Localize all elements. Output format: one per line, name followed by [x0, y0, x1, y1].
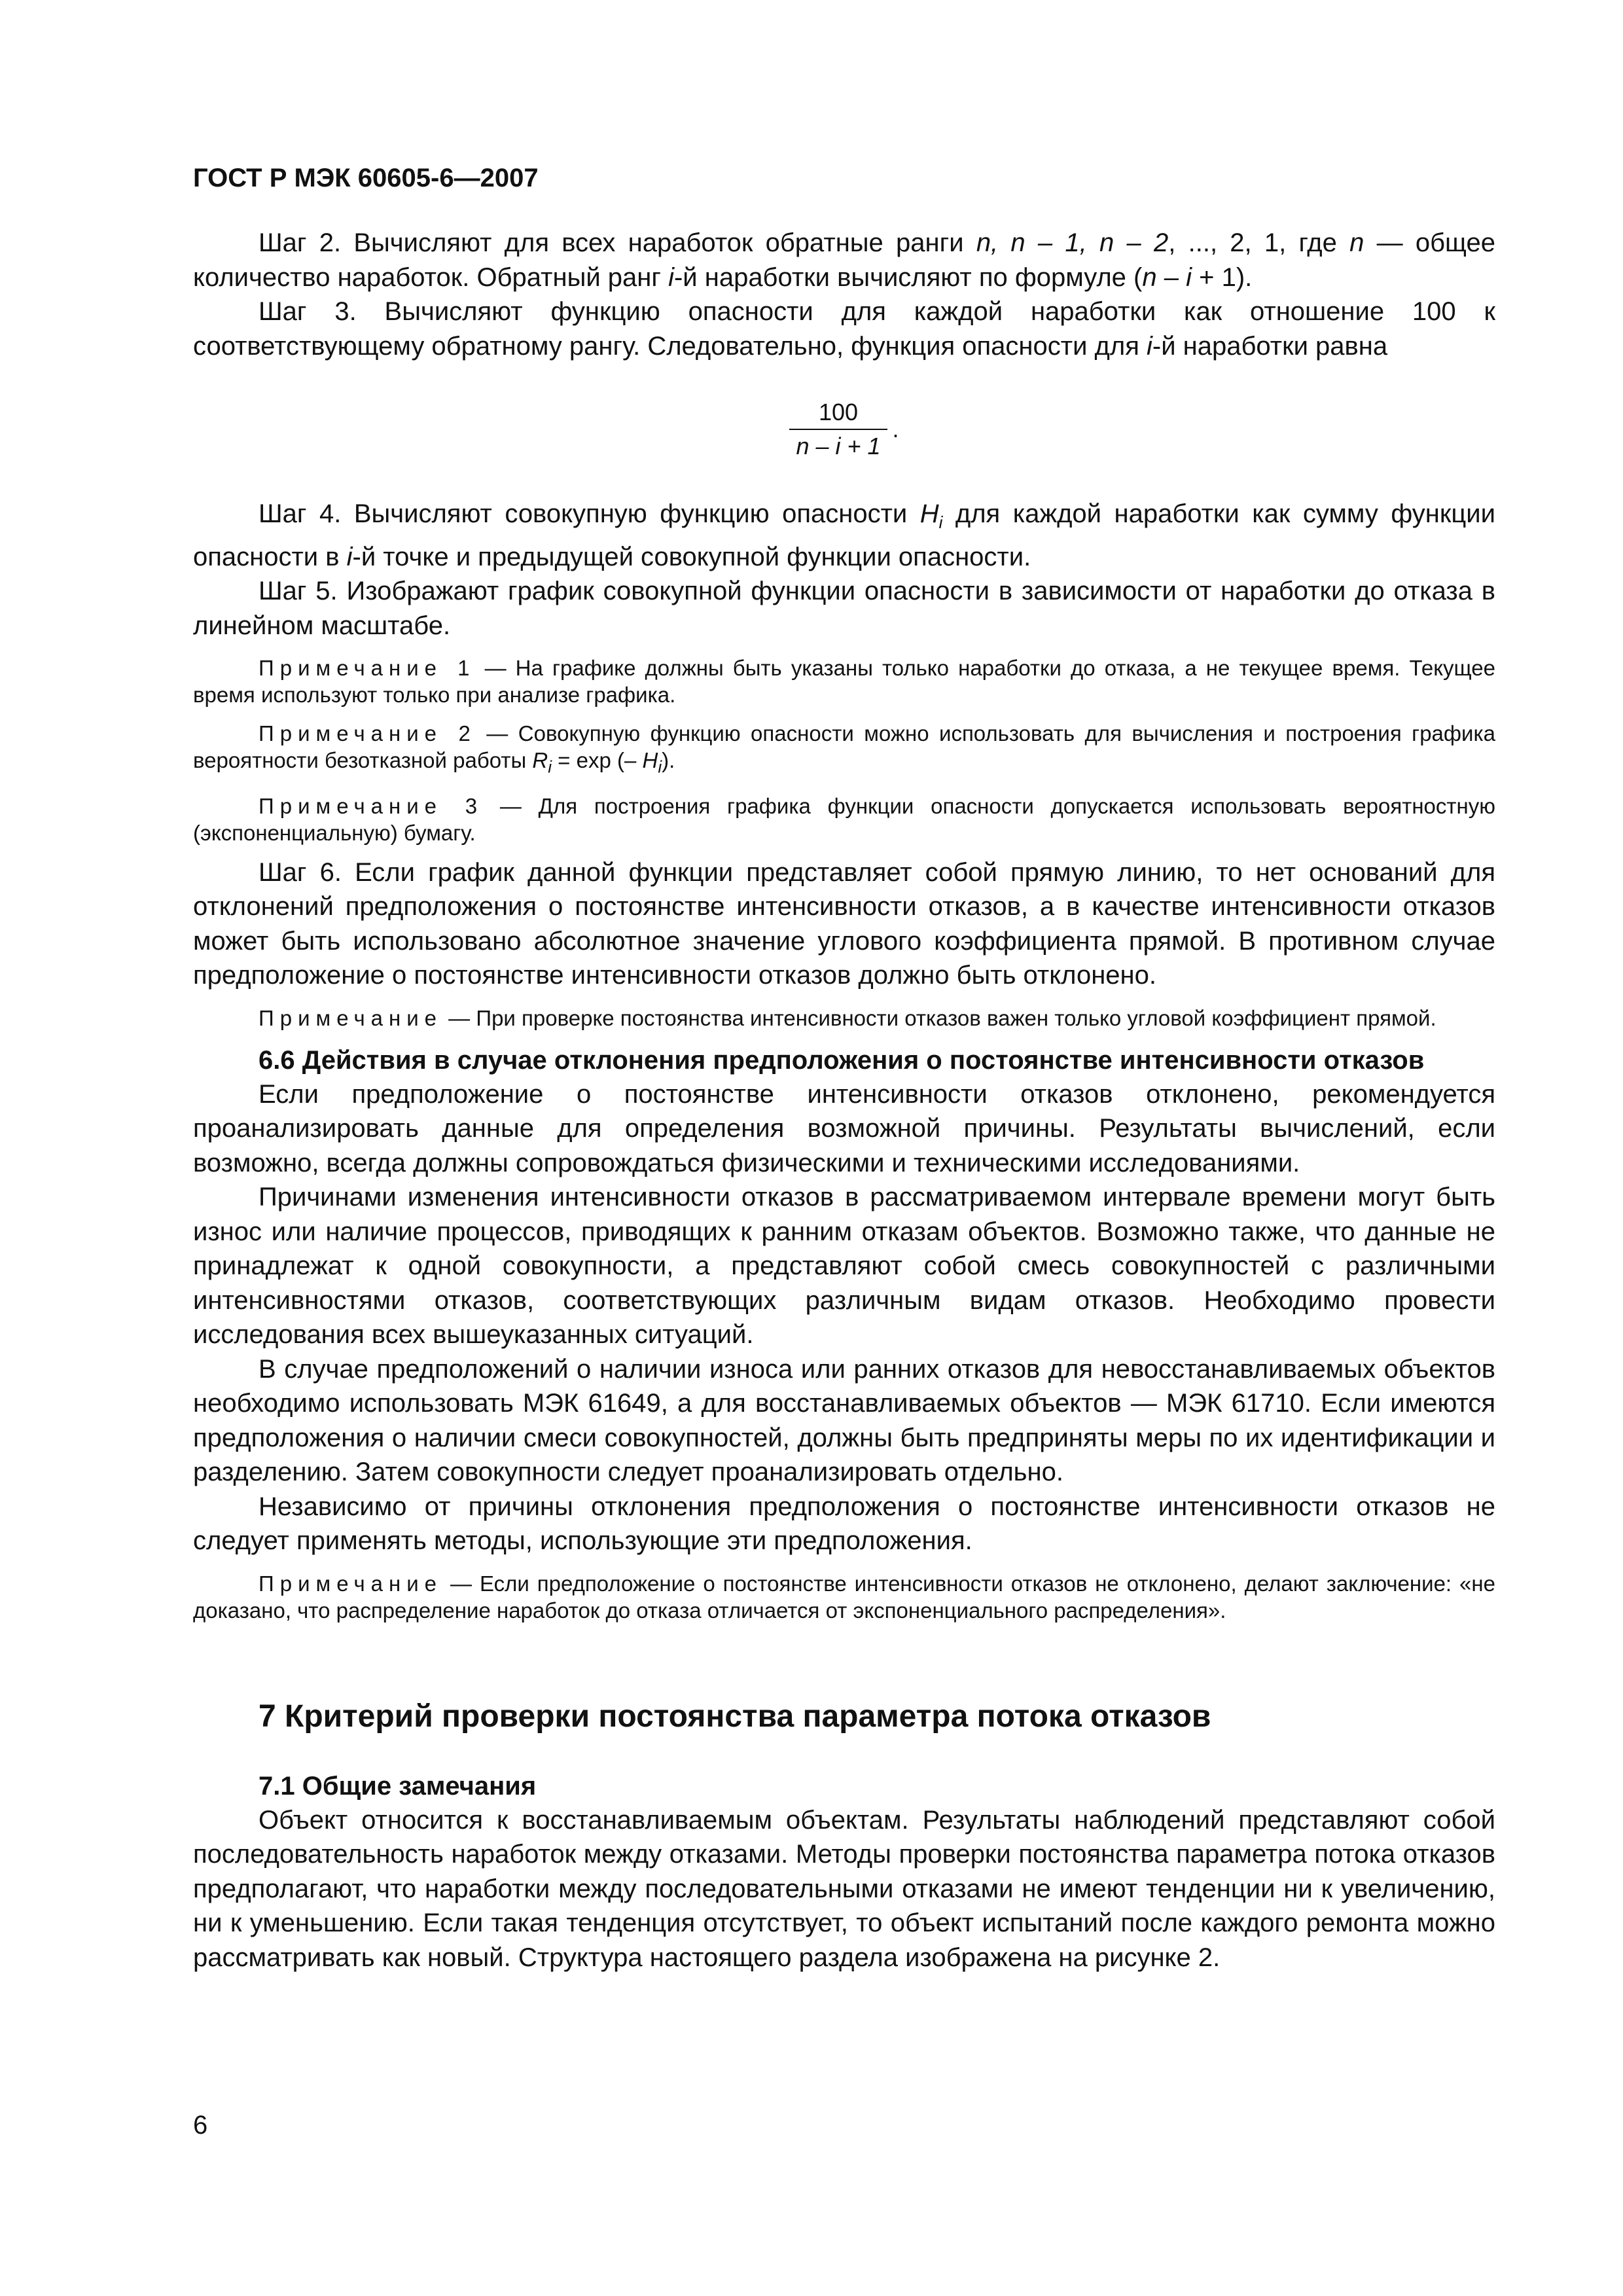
note-1-text: — На графике должны быть указаны только наработки до отказа, а не текущее время. Текущее время используют только при анализе графика.: [193, 656, 1495, 707]
step-3-i: i: [1147, 331, 1152, 361]
document-header: ГОСТ Р МЭК 60605-6—2007: [193, 164, 539, 192]
step-2-ranks: n, n – 1, n – 2: [976, 228, 1169, 257]
note-3-text: — Для построения графика функции опасности допускается использовать вероятностную (экспоненциальную) бумагу.: [193, 793, 1496, 845]
step-4-text: Шаг 4. Вычисляют совокупную функцию опасности: [259, 499, 920, 528]
step-4-text-post: -й точке и предыдущей совокупной функции опасности.: [352, 542, 1031, 571]
section-6-6-paragraph-3: В случае предположений о наличии износа или ранних отказов для невосстанавливаемых объектов необходимо использовать МЭК 61649, а для восстанавливаемых объектов — МЭК 61710. Если имеются предположения о наличии смеси совокупностей, должны быть предприняты меры по их идентификации и разделению. Затем совокупности следует проанализировать отдельно.: [193, 1354, 1495, 1487]
step-3-paragraph: [193, 295, 1495, 363]
step-2-text-post3: + 1).: [1191, 262, 1253, 292]
note-4-lead: Примечание: [259, 1005, 443, 1030]
step-2-text-post: — общее количество наработок. Обратный ранг: [193, 228, 1496, 292]
formula-punctuation: .: [892, 416, 899, 442]
section-7-1-paragraph: Объект относится к восстанавливаемым объектам. Результаты наблюдений представляют собой последовательность наработок между отказами. Методы проверки постоянства параметра потока отказов предполагают, что наработки между последовательными отказами не имеют тенденции ни к увеличению, ни к уменьшению. Если такая тенденция отсутствует, то объект испытаний после каждого ремонта можно рассматривать как новый. Структура настоящего раздела изображена на рисунке 2.: [193, 1805, 1495, 1972]
step-4-i: i: [346, 542, 353, 571]
note-2-text-post: ).: [662, 748, 675, 772]
note-5-lead: Примечание: [259, 1571, 443, 1596]
note-2-text: — Совокупную функцию опасности можно использовать для вычисления и построения графика вероятности безотказной работы: [193, 721, 1495, 772]
step-3-text-post: -й наработки равна: [1152, 331, 1388, 361]
section-6-6-paragraph-2: Причинами изменения интенсивности отказов в рассматриваемом интервале времени могут быть износ или наличие процессов, приводящих к ранним отказам объектов. Возможно также, что данные не принадлежат к одной совокупности, а представляют собой смесь совокупностей с различными интенсивностями отказов, соответствующих различным видам отказов. Необходимо провести исследования всех вышеуказанных ситуаций.: [193, 1183, 1495, 1350]
step-3-text: Шаг 3. Вычисляют функцию опасности для каждой наработки как отношение 100 к соответствующему обратному рангу. Следовательно, функция опасности для: [193, 297, 1495, 361]
section-6-6-heading: 6.6 Действия в случае отклонения предположения о постоянстве интенсивности отказов: [259, 1045, 1425, 1075]
step-5-paragraph: Шаг 5. Изображают график совокупной функции опасности в зависимости от наработки до отказа в линейном масштабе.: [193, 577, 1495, 640]
section-6-6-paragraph-1: Если предположение о постоянстве интенсивности отказов отклонено, рекомендуется проанализировать данные для определения возможной причины. Результаты вычислений, если возможно, всегда должны сопровождаться физическими и техническими исследованиями.: [193, 1079, 1495, 1177]
step-2-paragraph: [193, 226, 1495, 295]
note-2-r: R: [532, 748, 548, 772]
step-6-paragraph: Шаг 6. Если график данной функции представляет собой прямую линию, то нет оснований для отклонений предположения о постоянстве интенсивности отказов, а в качестве интенсивности отказов может быть использовано абсолютное значение углового коэффициента прямой. В противном случае предположение о постоянстве интенсивности отказов должно быть отклонено.: [193, 857, 1495, 990]
step-2-text-post2: -й наработки вычисляют по формуле (: [673, 262, 1143, 292]
step-2-formula: n – i: [1142, 262, 1192, 292]
note-2-r-sub: i: [548, 757, 552, 777]
step-2-text: Шаг 2. Вычисляют для всех наработок обратные ранги: [259, 228, 976, 257]
note-3: [193, 793, 1495, 846]
section-6-6-paragraph-4: Независимо от причины отклонения предположения о постоянстве интенсивности отказов не следует применять методы, использующие эти предположения.: [193, 1492, 1495, 1556]
note-3-lead: Примечание 3: [259, 793, 484, 818]
page-content: [193, 226, 1495, 1975]
note-2-lead: Примечание 2: [259, 721, 476, 745]
fraction-numerator: 100: [818, 399, 859, 425]
page-number: 6: [193, 2111, 208, 2140]
section-7-1-heading: 7.1 Общие замечания: [259, 1771, 537, 1801]
note-1: [193, 655, 1495, 708]
note-1-lead: Примечание 1: [259, 656, 476, 680]
note-5-text: — Если предположение о постоянстве интенсивности отказов не отклонено, делают заключение: «не доказано, что распределение наработок до отказа отличается от экспоненциального распределения».: [193, 1571, 1495, 1623]
hazard-formula: [193, 399, 1495, 460]
note-2-h: H: [642, 748, 658, 772]
step-4-paragraph: [193, 497, 1495, 574]
fraction-denominator: n – i + 1: [789, 429, 887, 460]
note-2: [193, 720, 1495, 781]
note-5: [193, 1570, 1495, 1624]
step-2-i: i: [668, 262, 674, 292]
note-4-text: — При проверке постоянства интенсивности отказов важен только угловой коэффициент прямой.: [442, 1005, 1436, 1030]
note-2-text-mid: = exp (–: [551, 748, 643, 772]
section-7-heading: 7 Критерий проверки постоянства параметра потока отказов: [259, 1698, 1211, 1734]
step-4-h: H: [919, 499, 939, 528]
note-4: [193, 1005, 1495, 1031]
step-2-n: n: [1349, 228, 1364, 257]
step-2-text-mid: , ..., 2, 1, где: [1168, 228, 1350, 257]
note-2-h-sub: i: [658, 757, 662, 777]
fraction: [789, 399, 887, 460]
step-4-text-mid: для каждой наработки как сумму функции опасности в: [193, 499, 1495, 571]
step-4-h-sub: i: [938, 512, 943, 532]
